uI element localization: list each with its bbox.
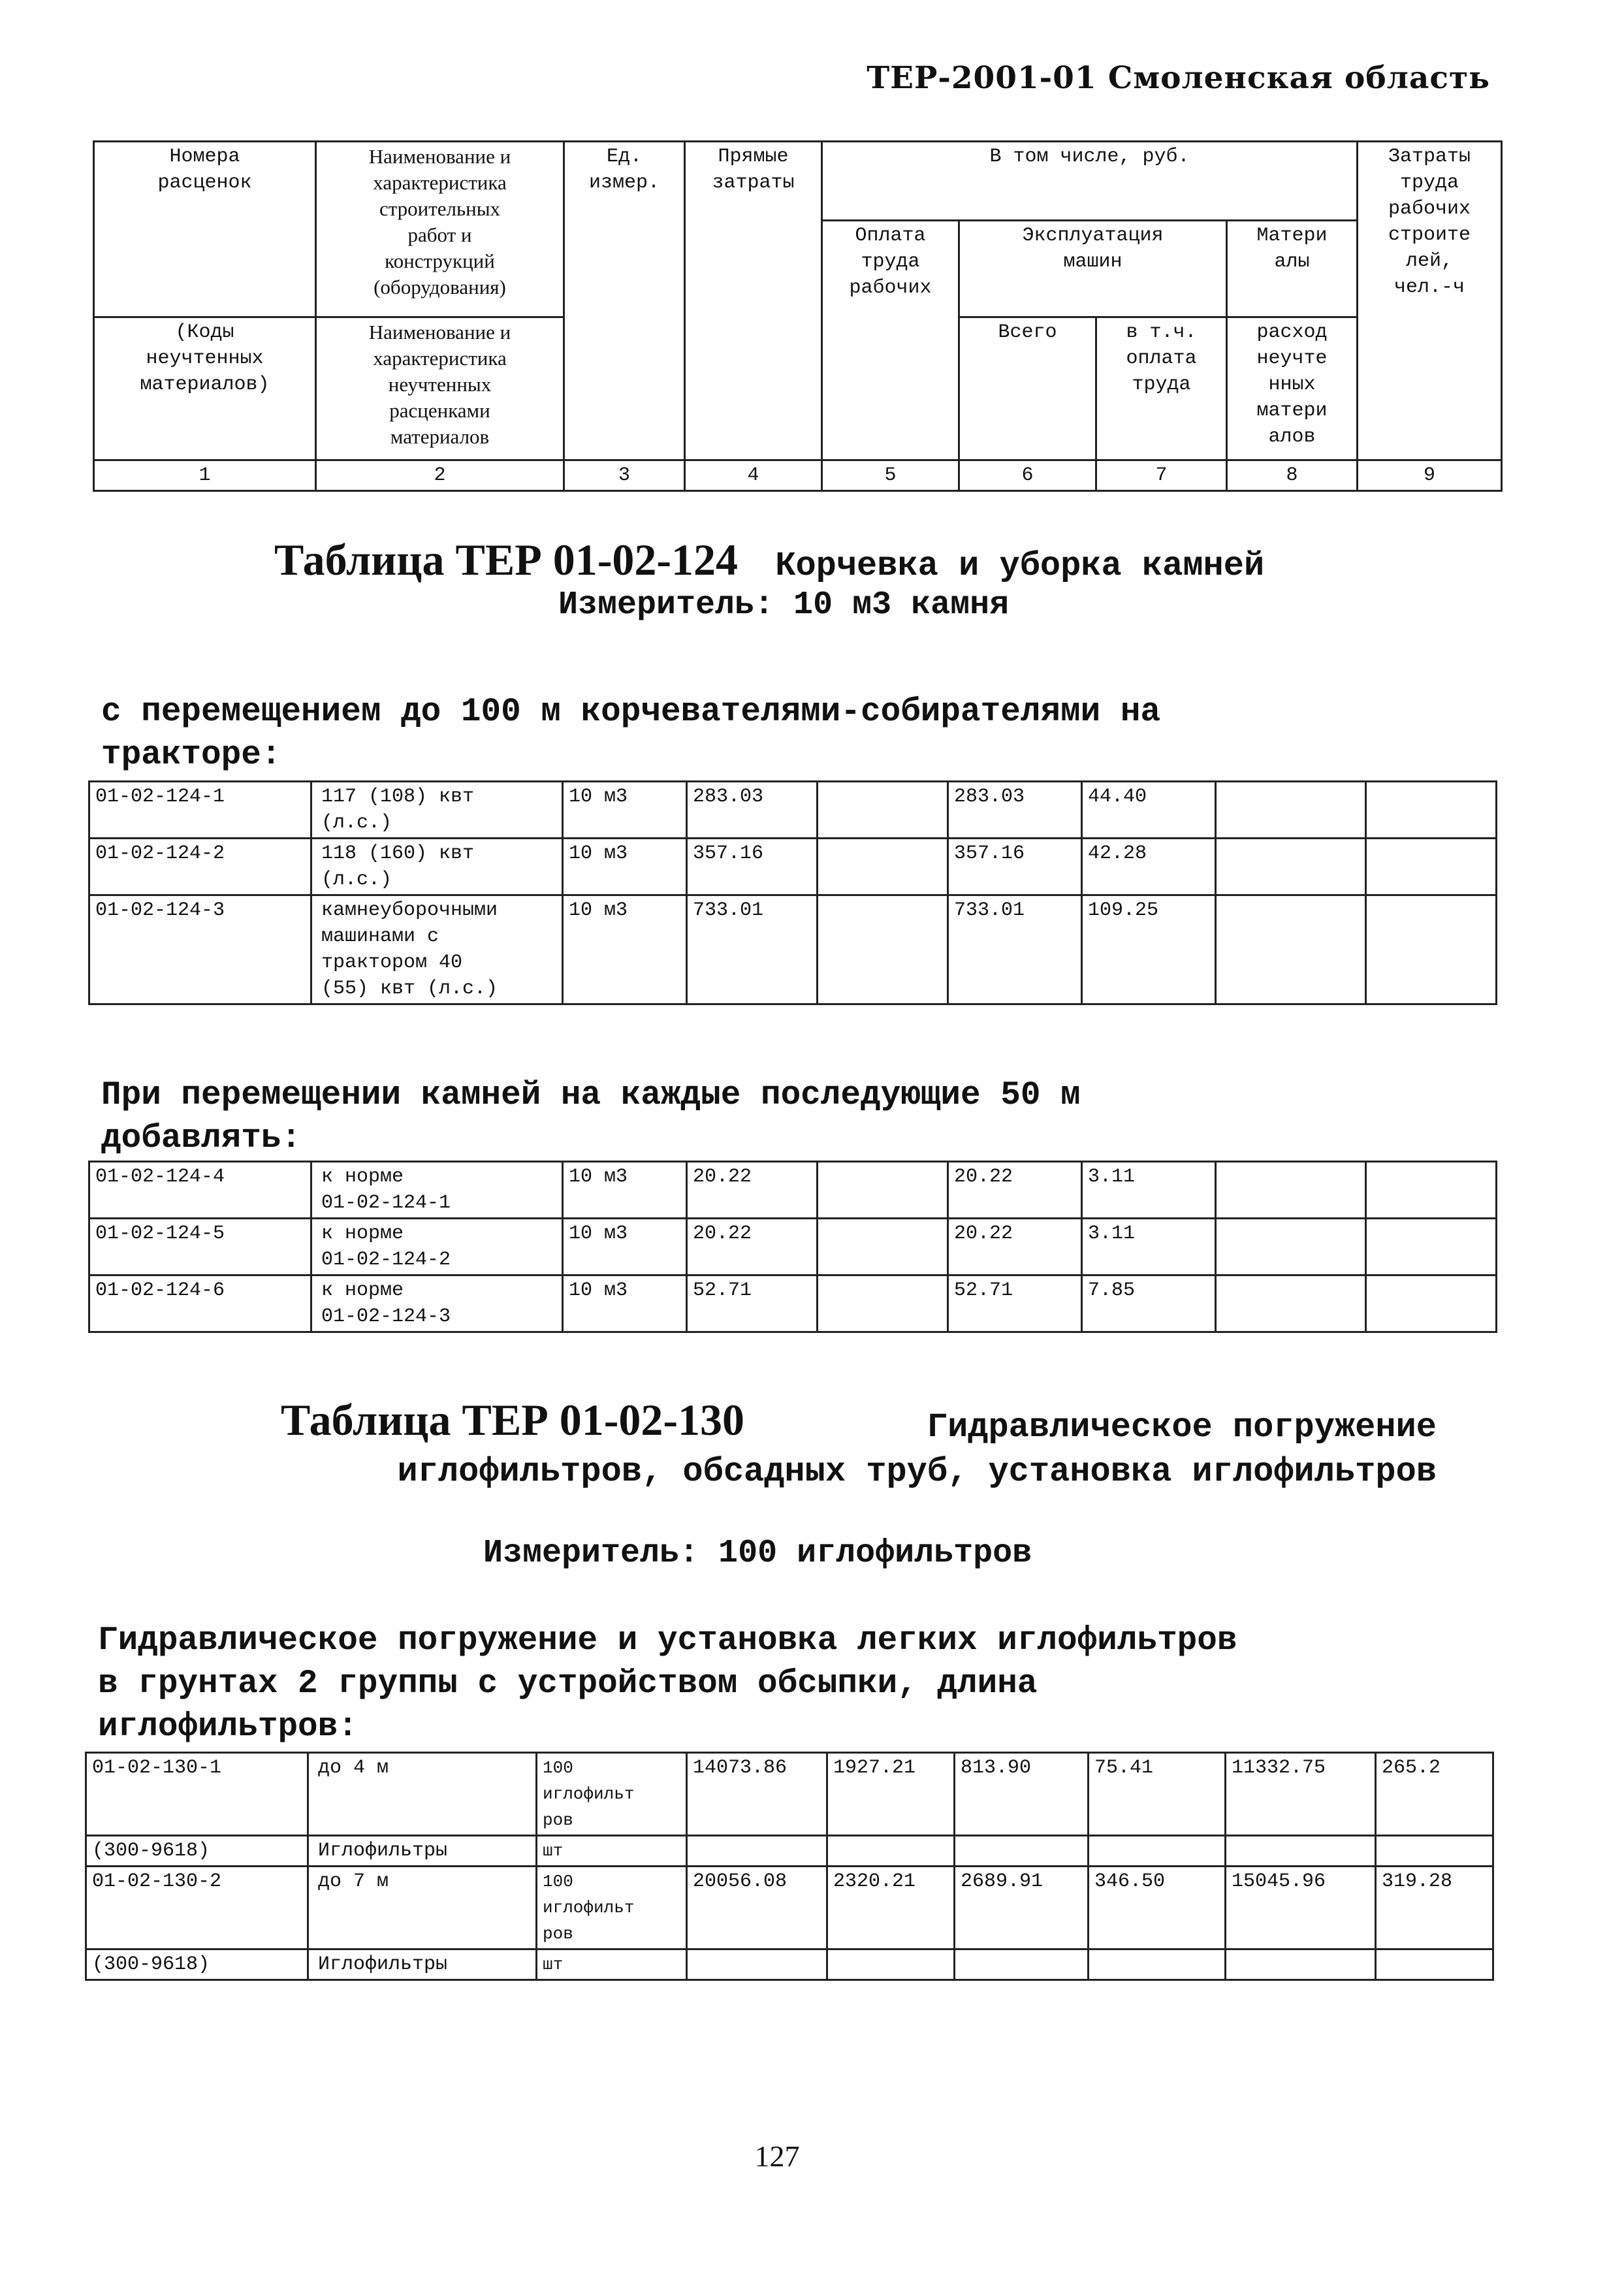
rate-materials	[1216, 1275, 1366, 1332]
rate-worker-pay	[818, 1275, 948, 1332]
rate-materials	[1216, 895, 1366, 1004]
rate-name: к норме 01-02-124-1	[311, 1162, 563, 1219]
rate-code: 01-02-124-3	[89, 895, 311, 1004]
table-124-label: Таблица ТЕР 01-02-124	[274, 535, 739, 585]
rate-name: до 7 м	[308, 1867, 537, 1949]
col-number: 5	[822, 460, 959, 491]
header-material-codes: (Коды неучтенных материалов)	[94, 317, 316, 460]
rate-machine-labor: 44.40	[1082, 782, 1216, 839]
rate-code: (300-9618)	[86, 1836, 308, 1867]
rate-name: до 4 м	[308, 1753, 537, 1836]
rate-worker-pay	[827, 1949, 955, 1980]
rate-machine-labor: 3.11	[1082, 1162, 1216, 1219]
rate-worker-pay	[818, 1162, 948, 1219]
rate-direct-cost: 283.03	[687, 782, 818, 839]
rate-worker-pay: 2320.21	[827, 1867, 955, 1949]
rate-machine-cost	[955, 1836, 1089, 1867]
rate-worker-pay	[818, 839, 948, 895]
page-number: 127	[754, 2140, 800, 2173]
rate-code: 01-02-124-6	[89, 1275, 311, 1332]
table-124-heading	[274, 534, 1264, 586]
rate-labor-hours	[1366, 895, 1497, 1004]
rate-unit: 10 м3	[563, 782, 687, 839]
rate-machine-labor: 346.50	[1089, 1867, 1226, 1949]
table-row	[89, 1162, 1497, 1219]
table-row	[89, 782, 1497, 839]
table-row	[89, 1219, 1497, 1275]
rate-machine-labor	[1089, 1949, 1226, 1980]
rate-unit: 100 иглофильт ров	[537, 1753, 687, 1836]
rate-code: 01-02-124-1	[89, 782, 311, 839]
table-130-rows	[85, 1752, 1494, 1981]
header-machines-total: Всего	[959, 317, 1096, 460]
rate-direct-cost: 20056.08	[687, 1867, 827, 1949]
rate-direct-cost: 733.01	[687, 895, 818, 1004]
rate-machine-cost: 20.22	[948, 1162, 1082, 1219]
table-row	[89, 895, 1497, 1004]
rate-unit: 10 м3	[563, 895, 687, 1004]
header-worker-pay: Оплата труда рабочих	[822, 221, 959, 460]
rate-direct-cost: 52.71	[687, 1275, 818, 1332]
table-row	[86, 1867, 1493, 1949]
rate-labor-hours	[1366, 1275, 1497, 1332]
rate-labor-hours	[1376, 1949, 1493, 1980]
rate-unit: 100 иглофильт ров	[537, 1867, 687, 1949]
rate-direct-cost	[687, 1949, 827, 1980]
rate-unit: 10 м3	[563, 1219, 687, 1275]
rate-machine-cost: 52.71	[948, 1275, 1082, 1332]
rate-name: 117 (108) квт (л.с.)	[311, 782, 563, 839]
rate-worker-pay	[818, 895, 948, 1004]
rate-labor-hours	[1366, 1162, 1497, 1219]
col-number: 3	[564, 460, 685, 491]
rate-machine-labor	[1089, 1836, 1226, 1867]
rate-machine-cost: 733.01	[948, 895, 1082, 1004]
rate-direct-cost: 357.16	[687, 839, 818, 895]
header-work-name: Наименование и характеристика строительных работ и конструкций (оборудования)	[316, 142, 564, 317]
rate-materials	[1216, 782, 1366, 839]
rate-materials	[1216, 1162, 1366, 1219]
table-124-meter: Измеритель: 10 м3 камня	[558, 586, 1010, 624]
rate-labor-hours	[1366, 839, 1497, 895]
header-machines: Эксплуатация машин	[959, 221, 1227, 317]
rate-machine-labor: 42.28	[1082, 839, 1216, 895]
table-124-section-2: При перемещении камней на каждые последующие 50 м добавлять:	[101, 1077, 1081, 1157]
header-material-name: Наименование и характеристика неучтенных расценками материалов	[316, 317, 564, 460]
rate-machine-cost: 283.03	[948, 782, 1082, 839]
rate-unit: 10 м3	[563, 1275, 687, 1332]
rate-unit: 10 м3	[563, 839, 687, 895]
rate-unit: 10 м3	[563, 1162, 687, 1219]
rate-unit: шт	[537, 1949, 687, 1980]
rate-name: камнеуборочными машинами с трактором 40 (55) квт (л.с.)	[311, 895, 563, 1004]
rate-direct-cost: 20.22	[687, 1219, 818, 1275]
rate-machine-cost: 357.16	[948, 839, 1082, 895]
rate-unit: шт	[537, 1836, 687, 1867]
rate-machine-cost: 2689.91	[955, 1867, 1089, 1949]
rate-labor-hours: 319.28	[1376, 1867, 1493, 1949]
table-130-label: Таблица ТЕР 01-02-130	[281, 1395, 745, 1445]
rate-code: 01-02-124-4	[89, 1162, 311, 1219]
col-number: 4	[685, 460, 822, 491]
rate-code: (300-9618)	[86, 1949, 308, 1980]
header-labor-hours: Затраты труда рабочих строите лей, чел.-ч	[1358, 142, 1502, 460]
table-row	[89, 1275, 1497, 1332]
rate-code: 01-02-130-2	[86, 1867, 308, 1949]
header-material-usage: расход неучте нных матери алов	[1227, 317, 1358, 460]
table-130-meter: Измеритель: 100 иглофильтров	[483, 1535, 1032, 1572]
rate-labor-hours	[1366, 782, 1497, 839]
col-number: 8	[1227, 460, 1358, 491]
rate-materials	[1226, 1949, 1376, 1980]
rate-code: 01-02-124-5	[89, 1219, 311, 1275]
rate-machine-labor: 109.25	[1082, 895, 1216, 1004]
rate-materials	[1216, 1219, 1366, 1275]
rate-materials: 11332.75	[1226, 1753, 1376, 1836]
rate-machine-cost: 813.90	[955, 1753, 1089, 1836]
col-number: 6	[959, 460, 1096, 491]
table-124-title: Корчевка и уборка камней	[775, 547, 1265, 585]
rate-name: 118 (160) квт (л.с.)	[311, 839, 563, 895]
rate-materials	[1226, 1836, 1376, 1867]
rate-name: Иглофильтры	[308, 1836, 537, 1867]
rate-direct-cost: 20.22	[687, 1162, 818, 1219]
rate-direct-cost: 14073.86	[687, 1753, 827, 1836]
rate-worker-pay	[818, 782, 948, 839]
header-codes: Номера расценок	[94, 142, 316, 317]
table-130-section: Гидравлическое погружение и установка легких иглофильтров в грунтах 2 группы с устройством обсыпки, длина иглофильтров:	[98, 1622, 1237, 1746]
rate-labor-hours	[1376, 1836, 1493, 1867]
table-row	[86, 1949, 1493, 1980]
rate-machine-cost: 20.22	[948, 1219, 1082, 1275]
rate-code: 01-02-124-2	[89, 839, 311, 895]
header-materials: Матери алы	[1227, 221, 1358, 317]
col-number: 2	[316, 460, 564, 491]
rate-machine-labor: 7.85	[1082, 1275, 1216, 1332]
header-unit: Ед. измер.	[564, 142, 685, 460]
rate-code: 01-02-130-1	[86, 1753, 308, 1836]
col-number: 7	[1096, 460, 1227, 491]
rate-labor-hours: 265.2	[1376, 1753, 1493, 1836]
rate-machine-cost	[955, 1949, 1089, 1980]
table-124-section-1: с перемещением до 100 м корчевателями-собирателями на тракторе:	[101, 694, 1161, 774]
rate-direct-cost	[687, 1836, 827, 1867]
rate-machine-labor: 75.41	[1089, 1753, 1226, 1836]
table-124-rows-1	[88, 780, 1497, 1005]
rate-worker-pay	[818, 1219, 948, 1275]
header-machines-labor: в т.ч. оплата труда	[1096, 317, 1227, 460]
col-number: 1	[94, 460, 316, 491]
rate-name: к норме 01-02-124-3	[311, 1275, 563, 1332]
column-header-table	[93, 140, 1503, 492]
table-130-title: Гидравлическое погружение иглофильтров, обсадных труб, установка иглофильтров	[397, 1408, 1437, 1491]
document-title: ТЕР-2001-01 Смоленская область	[867, 60, 1490, 96]
table-row	[86, 1836, 1493, 1867]
table-row	[86, 1753, 1493, 1836]
rate-worker-pay: 1927.21	[827, 1753, 955, 1836]
rate-labor-hours	[1366, 1219, 1497, 1275]
rate-name: Иглофильтры	[308, 1949, 537, 1980]
rate-worker-pay	[827, 1836, 955, 1867]
rate-materials	[1216, 839, 1366, 895]
rate-machine-labor: 3.11	[1082, 1219, 1216, 1275]
header-direct-costs: Прямые затраты	[685, 142, 822, 460]
table-124-rows-2	[88, 1161, 1497, 1333]
col-number: 9	[1358, 460, 1502, 491]
table-row	[89, 839, 1497, 895]
header-including: В том числе, руб.	[822, 142, 1358, 221]
rate-name: к норме 01-02-124-2	[311, 1219, 563, 1275]
rate-materials: 15045.96	[1226, 1867, 1376, 1949]
